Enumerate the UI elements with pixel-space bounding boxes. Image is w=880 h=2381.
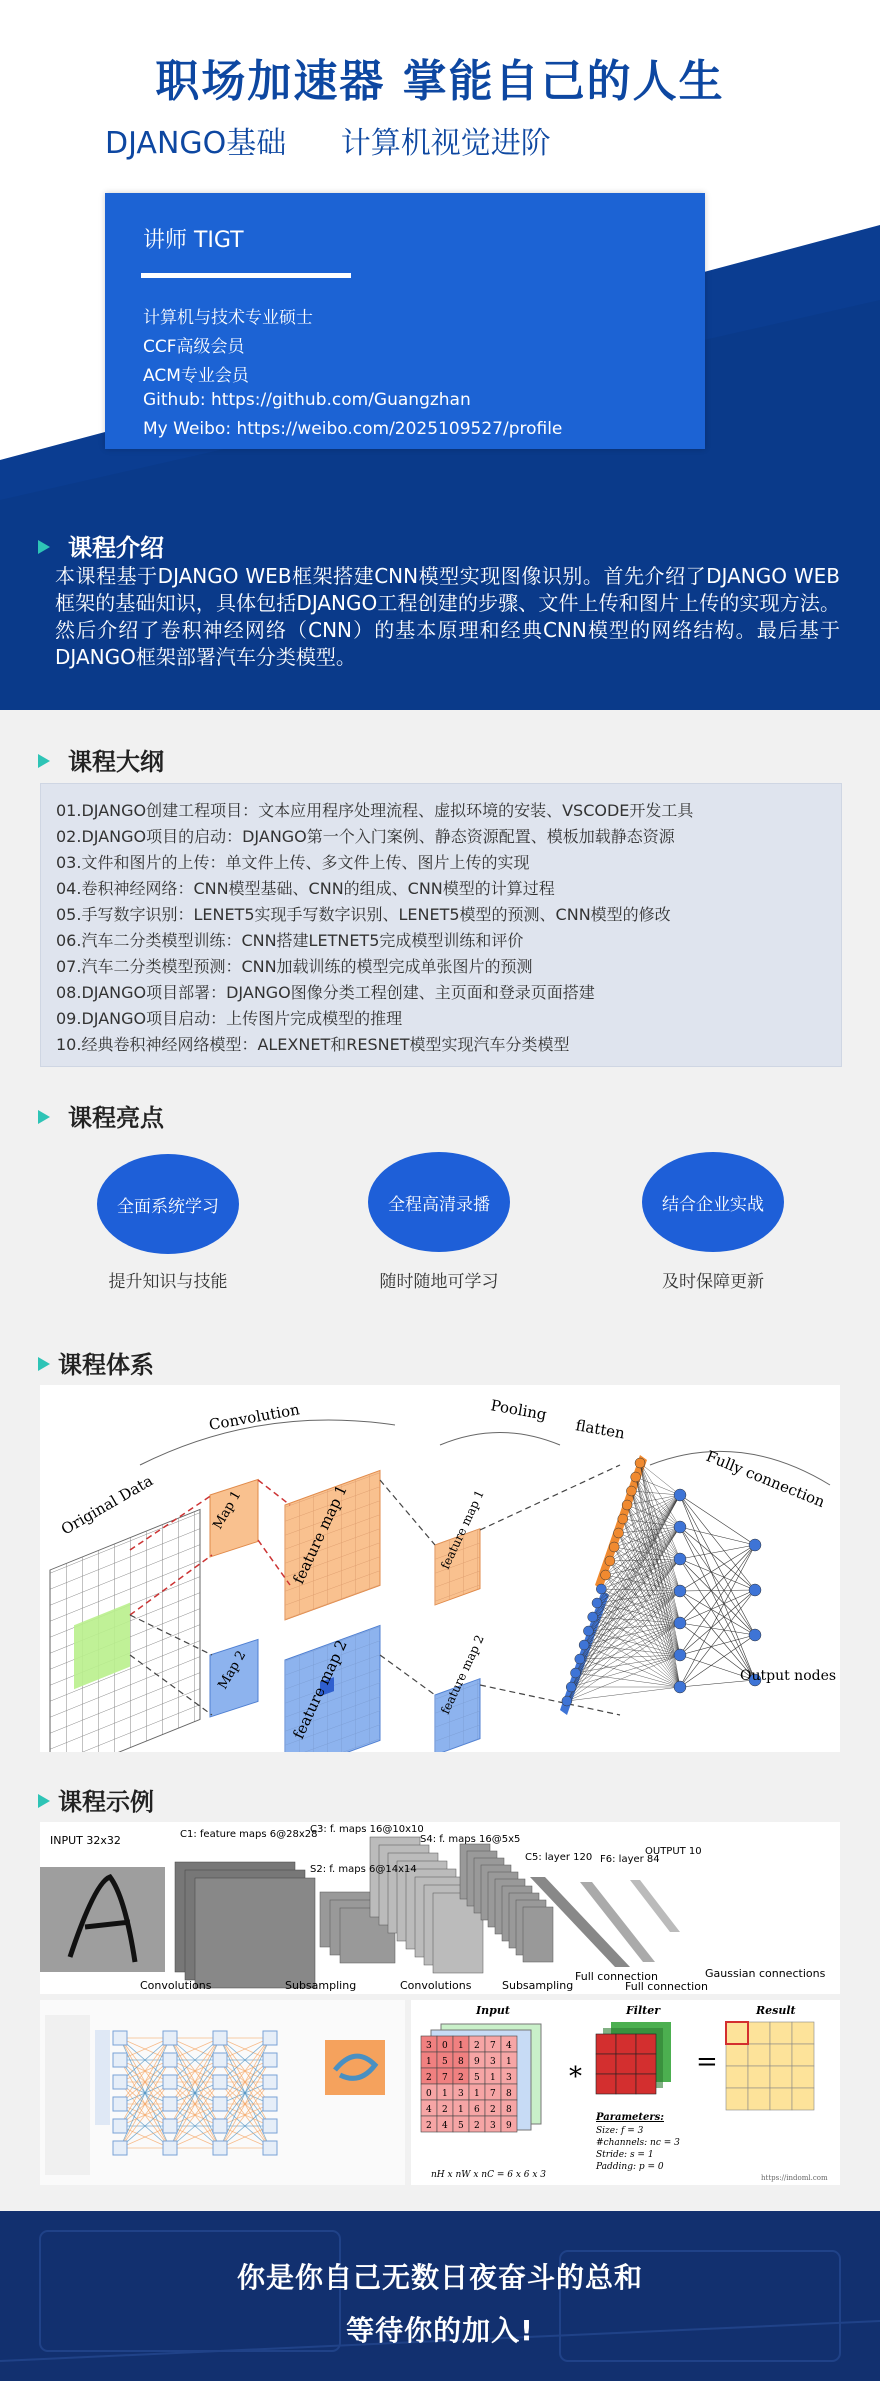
conv-site: https://indoml.com — [761, 2174, 828, 2182]
svg-text:1: 1 — [490, 2073, 496, 2083]
outline-item: 04.卷积神经网络：CNN模型基础、CNN的组成、CNN模型的计算过程 — [56, 879, 555, 898]
examples-heading — [38, 1782, 154, 1817]
label-fmap2: feature map 2 — [289, 1637, 351, 1742]
highlight-caption: 随时随地可学习 — [379, 1272, 499, 1292]
system-heading-text: 课程体系 — [58, 1351, 154, 1379]
original-grid — [50, 1509, 200, 1752]
intro-heading-text: 课程介绍 — [68, 534, 164, 562]
svg-text:2: 2 — [474, 2041, 480, 2051]
conv-padding: Padding: p = 0 — [596, 2162, 664, 2172]
svg-text:3: 3 — [490, 2057, 496, 2067]
teacher-name: 讲师 TIGT — [143, 228, 244, 253]
teacher-card — [105, 193, 705, 449]
label-convolution: Convolution — [207, 1400, 301, 1434]
conv-input-label: Input — [476, 2004, 510, 2017]
conv-params: Parameters: — [596, 2112, 664, 2123]
lenet-sub2: Subsampling — [502, 1979, 574, 1992]
neural-network — [562, 1458, 761, 1706]
teacher-acm: ACM专业会员 — [143, 366, 249, 386]
svg-text:4: 4 — [426, 2105, 432, 2115]
svg-text:2: 2 — [474, 2121, 480, 2131]
svg-text:3: 3 — [506, 2073, 512, 2083]
svg-text:2: 2 — [442, 2105, 448, 2115]
conv-dims: nH x nW x nC = 6 x 6 x 3 — [431, 2170, 547, 2180]
outline-item: 08.DJANGO项目部署：DJANGO图像分类工程创建、主页面和登录页面搭建 — [56, 983, 595, 1002]
cnn-diagram-svg — [40, 1385, 840, 1752]
highlight-circle-systematic: 全面系统学习 — [97, 1154, 239, 1254]
outline-item: 07.汽车二分类模型预测：CNN加载训练的模型完成单张图片的预测 — [56, 957, 533, 976]
lenet-conv2: Convolutions — [400, 1979, 472, 1992]
lenet-gauss: Gaussian connections — [705, 1967, 826, 1980]
svg-text:7: 7 — [490, 2089, 496, 2099]
footer-line2: 等待你的加入! — [346, 2314, 534, 2347]
label-flatten: flatten — [574, 1416, 627, 1443]
lenet-svg — [40, 1822, 840, 1994]
highlight-caption: 及时保障更新 — [662, 1272, 764, 1292]
subtitle — [105, 118, 596, 162]
label-output: Output nodes — [740, 1668, 837, 1684]
svg-text:3: 3 — [490, 2121, 496, 2131]
lenet-input-label: INPUT 32x32 — [50, 1834, 121, 1847]
lenet-output: OUTPUT 10 — [645, 1846, 702, 1857]
subtitle-cv: 计算机视觉进阶 — [340, 126, 551, 161]
lenet-s2: S2: f. maps 6@14x14 — [310, 1864, 417, 1875]
footer-line1: 你是你自己无数日夜奋斗的总和 — [236, 2261, 643, 2294]
conv-star: * — [569, 2062, 582, 2092]
label-pooling: Pooling — [489, 1396, 548, 1424]
lenet-f6: F6: layer 84 — [600, 1854, 660, 1865]
svg-text:0: 0 — [442, 2041, 448, 2051]
lenet-c3: C3: f. maps 16@10x10 — [310, 1824, 424, 1835]
lenet-sub1: Subsampling — [285, 1979, 357, 1992]
footer-bg — [0, 2211, 880, 2381]
conv-operation — [411, 2000, 840, 2185]
svg-text:1: 1 — [506, 2057, 512, 2067]
intro-heading — [38, 528, 164, 563]
outline-item: 09.DJANGO项目启动：上传图片完成模型的推理 — [56, 1009, 403, 1028]
svg-text:1: 1 — [442, 2089, 448, 2099]
triangle-icon — [38, 1110, 50, 1124]
conv-filter-label: Filter — [626, 2004, 661, 2017]
svg-text:0: 0 — [426, 2089, 432, 2099]
label-fully: Fully connection — [703, 1447, 828, 1512]
svg-text:7: 7 — [442, 2073, 448, 2083]
highlights-heading — [38, 1098, 164, 1133]
label-map2: Map 2 — [215, 1648, 250, 1692]
svg-text:5: 5 — [442, 2057, 448, 2067]
svg-text:6: 6 — [474, 2105, 480, 2115]
svg-text:8: 8 — [506, 2089, 512, 2099]
svg-text:2: 2 — [426, 2073, 432, 2083]
footer-banner — [0, 2211, 880, 2381]
lenet-full1: Full connection — [575, 1970, 658, 1983]
playground-screenshot — [40, 2000, 405, 2185]
outline-item: 10.经典卷积神经网络模型：ALEXNET和RESNET模型实现汽车分类模型 — [56, 1035, 570, 1054]
label-fmap1: feature map 1 — [289, 1482, 351, 1587]
svg-text:8: 8 — [506, 2105, 512, 2115]
label-pmap2: feature map 2 — [438, 1632, 487, 1717]
svg-text:9: 9 — [474, 2057, 480, 2067]
conv-svg — [411, 2000, 840, 2185]
lenet-s4: S4: f. maps 16@5x5 — [420, 1834, 521, 1845]
outline-item: 06.汽车二分类模型训练：CNN搭建LETNET5完成模型训练和评价 — [56, 931, 524, 950]
outline-item: 03.文件和图片的上传：单文件上传、多文件上传、图片上传的实现 — [56, 853, 530, 872]
svg-text:2: 2 — [426, 2121, 432, 2131]
outline-box — [40, 783, 842, 1067]
lenet-c5: C5: layer 120 — [525, 1852, 593, 1863]
svg-text:7: 7 — [490, 2041, 496, 2051]
outline-item: 02.DJANGO项目的启动：DJANGO第一个入门案例、静态资源配置、模板加载静态资源 — [56, 827, 675, 846]
highlights-heading-text: 课程亮点 — [68, 1104, 164, 1132]
label-map1: Map 1 — [210, 1488, 245, 1532]
cnn-diagram — [40, 1385, 840, 1752]
examples-heading-text: 课程示例 — [58, 1788, 154, 1816]
teacher-degree: 计算机与技术专业硕士 — [143, 308, 313, 328]
outline-item: 01.DJANGO创建工程项目：文本应用程序处理流程、虚拟环境的安装、VSCODE开发工具 — [56, 801, 694, 820]
svg-text:8: 8 — [458, 2057, 464, 2067]
teacher-ccf: CCF高级会员 — [143, 337, 245, 357]
label-pmap1: feature map 1 — [438, 1487, 487, 1572]
svg-text:2: 2 — [490, 2105, 496, 2115]
teacher-github[interactable]: Github: https://github.com/Guangzhan — [143, 390, 471, 410]
svg-text:1: 1 — [474, 2089, 480, 2099]
triangle-icon — [38, 754, 50, 768]
svg-text:3: 3 — [426, 2041, 432, 2051]
label-original: Original Data — [58, 1471, 157, 1539]
highlight-circle-practice: 结合企业实战 — [642, 1152, 784, 1252]
svg-text:5: 5 — [474, 2073, 480, 2083]
svg-text:INPUT 32x32 — [50, 1834, 121, 1847]
conv-eq: = — [696, 2047, 718, 2077]
lenet-full2: Full connection — [625, 1980, 708, 1993]
playground-svg — [40, 2000, 405, 2185]
conv-channels: #channels: nc = 3 — [596, 2138, 680, 2148]
subtitle-django: DJANGO基础 — [105, 126, 287, 161]
svg-text:4: 4 — [442, 2121, 448, 2131]
highlight-circle-hd: 全程高清录播 — [368, 1152, 510, 1252]
svg-text:1: 1 — [458, 2041, 464, 2051]
outline-heading — [38, 742, 164, 777]
highlight-caption: 提升知识与技能 — [108, 1272, 228, 1292]
conv-size: Size: f = 3 — [596, 2126, 644, 2136]
svg-text:4: 4 — [506, 2041, 512, 2051]
teacher-weibo[interactable]: My Weibo: https://weibo.com/2025109527/profile — [143, 419, 563, 439]
system-heading — [38, 1345, 154, 1380]
outline-item: 05.手写数字识别：LENET5实现手写数字识别、LENET5模型的预测、CNN模型的修改 — [56, 905, 671, 924]
teacher-divider — [141, 273, 351, 278]
svg-text:5: 5 — [458, 2121, 464, 2131]
lenet-c1: C1: feature maps 6@28x28 — [180, 1829, 318, 1840]
lenet-conv1: Convolutions — [140, 1979, 212, 1992]
outline-heading-text: 课程大纲 — [68, 748, 164, 776]
conv-stride: Stride: s = 1 — [596, 2150, 654, 2160]
conv-result-label: Result — [756, 2004, 796, 2017]
svg-text:9: 9 — [506, 2121, 512, 2131]
svg-text:3: 3 — [458, 2089, 464, 2099]
triangle-icon — [38, 1794, 50, 1808]
triangle-icon — [38, 540, 50, 554]
intro-text: 本课程基于DJANGO WEB框架搭建CNN模型实现图像识别。首先介绍了DJANGO WEB框架的基础知识，具体包括DJANGO工程创建的步骤、文件上传和图片上传的实现方法。然后介绍了卷积神经网络（CNN）的基本原理和经典CNN模型的网络结构。最后基于DJANGO框架部署汽车分类模型。 — [55, 564, 840, 669]
svg-text:1: 1 — [458, 2105, 464, 2115]
page-title: 职场加速器 掌能自己的人生 — [155, 56, 725, 107]
triangle-icon — [38, 1357, 50, 1371]
svg-text:1: 1 — [426, 2057, 432, 2067]
lenet-diagram — [40, 1822, 840, 1994]
svg-text:2: 2 — [458, 2073, 464, 2083]
